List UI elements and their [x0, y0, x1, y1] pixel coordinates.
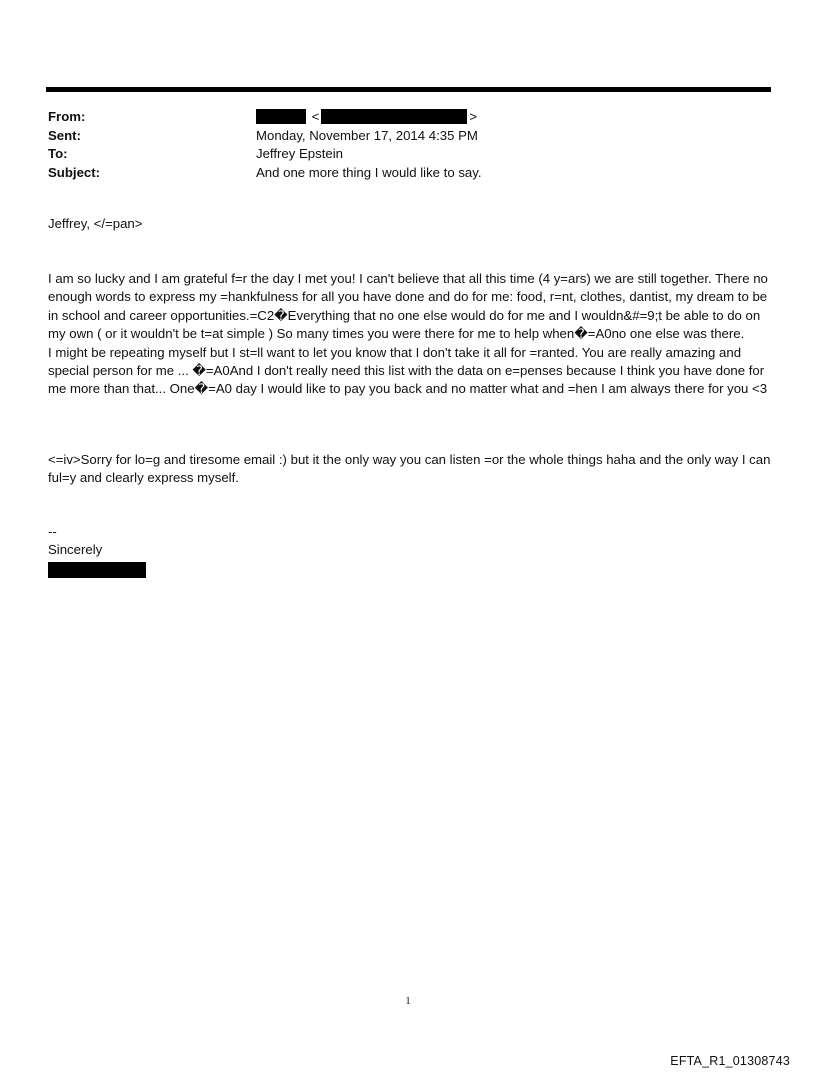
from-value: [256, 108, 479, 127]
sent-label: Sent:: [48, 127, 81, 143]
sent-row: [48, 127, 768, 146]
email-greeting: [48, 215, 774, 233]
body-paragraph-1: I am so lucky and I am grateful f=r the day I met you! I can't believe that all this time (4 y=ars) we are still together. There no enough words to express my =hankfulness for all you have done and do for me: food, r=nt, clothes, dantist, my dream to be in school and career opportunities.=C2�Everything that no one else would do for me and I wouldn&#=9;t be able to do on my own ( or it wouldn't be t=at simple ) So many times you were there for me to help when�=A0no one else was there.: [48, 271, 768, 342]
from-label: From:: [48, 109, 86, 124]
signature-closing: Sincerely: [48, 542, 103, 558]
sent-value: Monday, November 17, 2014 4:35 PM: [256, 127, 478, 143]
to-row: [48, 145, 768, 164]
document-id: EFTA_R1_01308743: [670, 1054, 790, 1068]
redacted-sender-email: [321, 109, 467, 124]
from-open-bracket: <: [311, 109, 320, 124]
to-label: To:: [48, 146, 68, 161]
greeting-text: Jeffrey, </=pan>: [48, 216, 143, 231]
email-body-closing-paragraph: [48, 451, 774, 488]
page-number: 1: [405, 995, 411, 1007]
email-signature: [48, 523, 774, 578]
signature-separator: --: [48, 524, 57, 539]
subject-label: Subject:: [48, 164, 101, 180]
redacted-sender-name: [256, 109, 306, 124]
header-divider: [46, 87, 771, 92]
email-header: [48, 108, 768, 182]
from-close-bracket: >: [469, 109, 478, 124]
from-row: [48, 108, 768, 127]
to-value: Jeffrey Epstein: [256, 146, 343, 161]
body-paragraph-2: I might be repeating myself but I st=ll want to let you know that I don't take it all for =ranted. You are really amazing and special person for me ... �=A0And I don't really need this list with the data on e=penses because I think you have done for me more than that... One�=A0 day I would like to pay you back and no matter what and =hen I am always there for you <3: [48, 344, 768, 397]
subject-value: And one more thing I would like to say.: [256, 164, 482, 180]
email-body-main: [48, 270, 774, 399]
subject-row: [48, 164, 768, 183]
redacted-signature-name: [48, 562, 146, 578]
body-paragraph-3: <=iv>Sorry for lo=g and tiresome email :) but it the only way you can listen =or the whole things haha and the only way I can ful=y and clearly express myself.: [48, 452, 771, 486]
